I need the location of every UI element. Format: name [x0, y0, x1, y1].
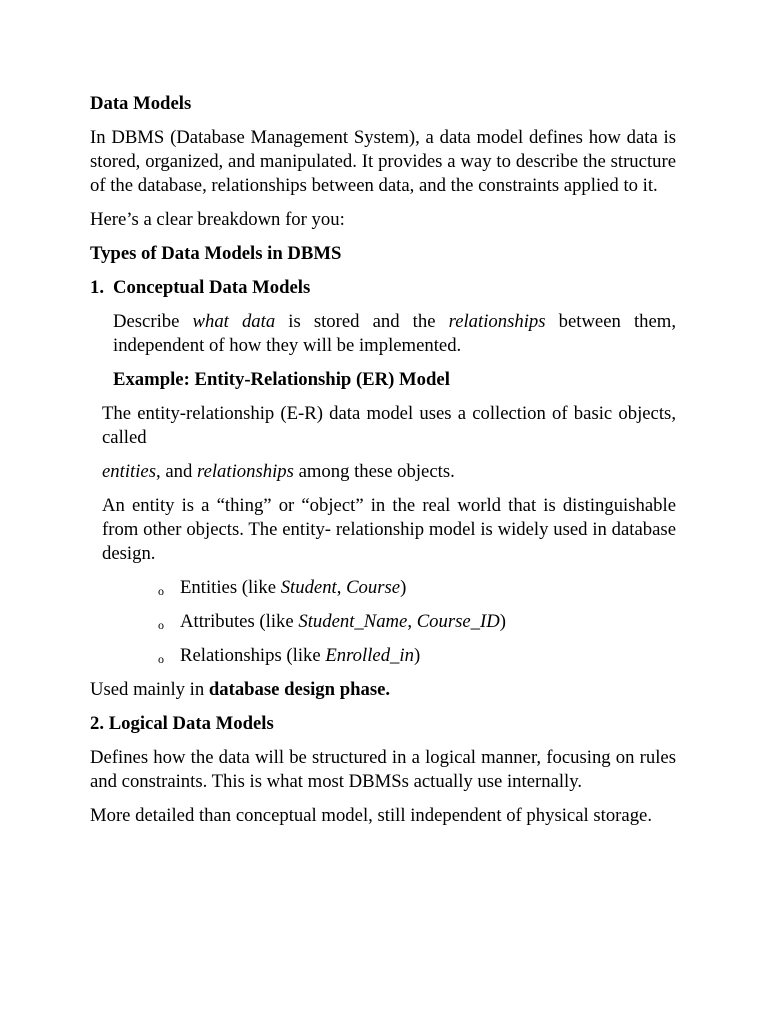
- desc-text: is stored and the: [275, 311, 449, 332]
- emphasis-entities: entities: [102, 461, 156, 482]
- desc-emphasis-relationships: relationships: [448, 311, 546, 332]
- section1-number: 1.: [90, 277, 105, 298]
- bullet-text: ): [400, 577, 407, 598]
- bullet-emphasis: Student: [280, 577, 337, 598]
- bullet-emphasis: Enrolled_in: [325, 645, 414, 666]
- er-components-list: [90, 576, 676, 668]
- document-page: [90, 92, 676, 828]
- usage-text: Used mainly in: [90, 679, 209, 700]
- list-item: [90, 576, 676, 600]
- bullet-marker: o: [158, 584, 164, 598]
- section1-heading-text: Conceptual Data Models: [113, 277, 311, 298]
- bullet-emphasis: Student_Name: [298, 611, 408, 632]
- bullet-marker: o: [158, 652, 164, 666]
- bullet-text: Relationships (like: [180, 645, 326, 666]
- bullet-emphasis: Course_ID: [416, 611, 500, 632]
- intro-paragraph: In DBMS (Database Management System), a data model defines how data is stored, organized, and manipulated. It provides a way to describe the structure of the database, relationships between data, and the constraints applied to it.: [90, 127, 676, 196]
- bullet-text: ,: [407, 611, 417, 632]
- breakdown-line: Here’s a clear breakdown for you:: [90, 209, 345, 230]
- desc-emphasis-what-data: what data: [192, 311, 276, 332]
- er-paragraph-1: The entity-relationship (E-R) data model uses a collection of basic objects, called: [102, 403, 676, 448]
- er-paragraph-3: An entity is a “thing” or “object” in the real world that is distinguishable from other objects. The entity- relationship model is widely used in database design.: [102, 495, 676, 564]
- types-heading: Types of Data Models in DBMS: [90, 243, 342, 264]
- section2-paragraph-1: Defines how the data will be structured in a logical manner, focusing on rules and constraints. This is what most DBMSs actually use internally.: [90, 747, 676, 792]
- emphasis-relationships: relationships: [196, 461, 294, 482]
- bullet-text: ): [413, 645, 421, 666]
- bullet-text: Entities (like: [180, 577, 281, 598]
- er-paragraph-2: [102, 460, 676, 484]
- bullet-marker: o: [158, 618, 164, 632]
- list-item: [90, 644, 676, 668]
- usage-line: [90, 678, 676, 702]
- bullet-text: ,: [336, 577, 347, 598]
- er-text: , and: [155, 461, 197, 482]
- er-text: among these objects.: [293, 461, 455, 482]
- usage-emphasis: database design phase.: [208, 679, 391, 700]
- section2-heading: 2. Logical Data Models: [90, 713, 274, 734]
- section2-paragraph-2: More detailed than conceptual model, still independent of physical storage.: [90, 805, 653, 826]
- bullet-emphasis: Course: [346, 577, 401, 598]
- desc-text: between them, independent of how they will be implemented.: [113, 311, 676, 356]
- section1-heading: [90, 276, 676, 300]
- desc-text: Describe: [113, 311, 193, 332]
- bullet-text: ): [499, 611, 506, 632]
- section1-description: [113, 310, 676, 358]
- list-item: [90, 610, 676, 634]
- example-heading: Example: Entity-Relationship (ER) Model: [113, 369, 450, 390]
- bullet-text: Attributes (like: [180, 611, 299, 632]
- page-title: Data Models: [90, 93, 192, 114]
